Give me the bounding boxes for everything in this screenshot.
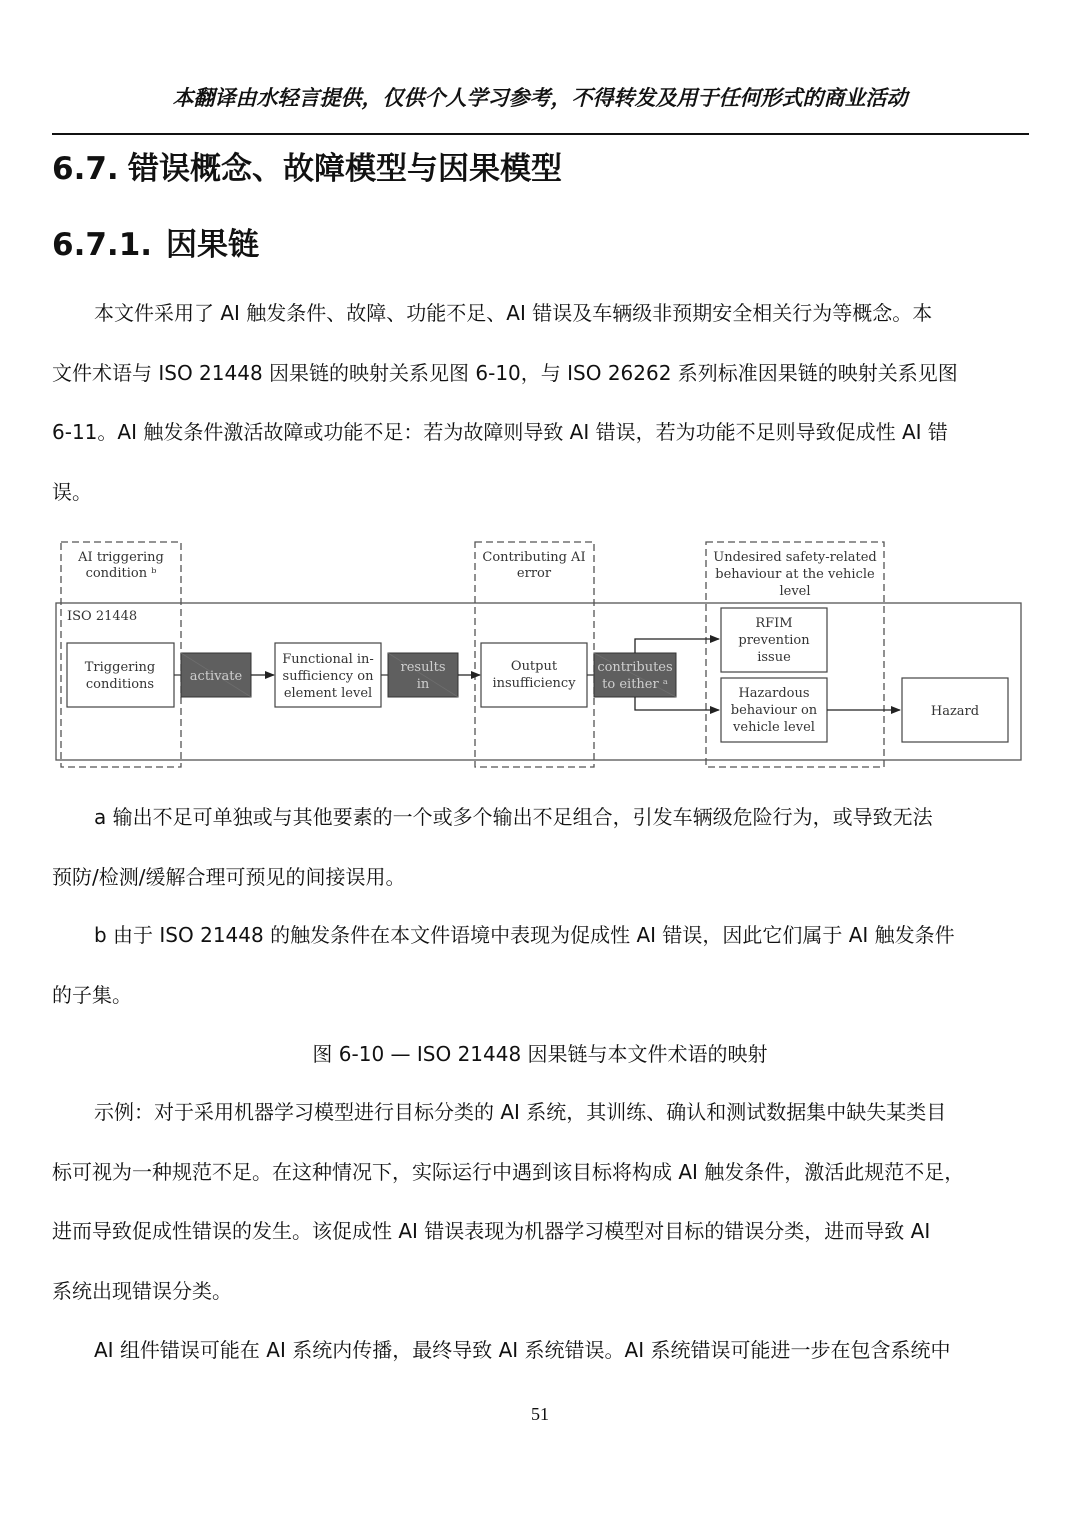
box-text: prevention xyxy=(738,633,810,648)
section-heading xyxy=(52,143,562,188)
text-line: AI 组件错误可能在 AI 系统内传播，最终导致 AI 系统错误。AI 系统错误可能进一步在包含系统中 xyxy=(94,1338,951,1362)
text-line: 系统出现错误分类。 xyxy=(52,1278,232,1303)
section-number: 6.7. xyxy=(52,151,119,187)
header-divider xyxy=(52,133,1029,135)
box-text: Hazard xyxy=(930,704,980,719)
text-line: 预防/检测/缓解合理可预见的间接误用。 xyxy=(52,864,406,889)
box-text: sufficiency on xyxy=(282,669,374,684)
footnote-b xyxy=(52,906,1012,1025)
box-text: issue xyxy=(757,650,791,665)
box-text: behaviour on xyxy=(730,703,818,718)
section-title: 错误概念、故障模型与因果模型 xyxy=(128,151,562,187)
relation-text: contributes xyxy=(597,660,673,675)
box-text: Hazardous xyxy=(738,686,810,701)
figure-caption: 图 6-10 — ISO 21448 因果链与本文件术语的映射 xyxy=(312,1042,768,1066)
footnote-a xyxy=(52,788,1012,907)
text-line: a 输出不足可单独或与其他要素的一个或多个输出不足组合，引发车辆级危险行为，或导致无法 xyxy=(94,805,933,829)
text-line: 的子集。 xyxy=(52,982,132,1007)
box-triggering-conditions xyxy=(67,643,174,707)
text-line: 示例：对于采用机器学习模型进行目标分类的 AI 系统，其训练、确认和测试数据集中缺失某类目 xyxy=(94,1100,947,1124)
box-text: insufficiency xyxy=(492,676,576,691)
group-ai-triggering-label: AI triggering xyxy=(78,550,164,565)
text-line: b 由于 ISO 21448 的触发条件在本文件语境中表现为促成性 AI 错误，因此它们属于 AI 触发条件 xyxy=(94,923,955,947)
box-text: vehicle level xyxy=(733,720,815,735)
box-output-insufficiency xyxy=(481,643,587,707)
subsection-heading xyxy=(52,219,259,264)
group-contributing-error-label: Contributing AI xyxy=(482,550,586,565)
group-undesired-behaviour-label: Undesired safety-related xyxy=(713,550,877,565)
relation-text: in xyxy=(416,677,430,692)
paragraph-propagation xyxy=(52,1321,1012,1381)
text-line: 标可视为一种规范不足。在这种情况下，实际运行中遇到该目标将构成 AI 触发条件，激活此规范不足， xyxy=(52,1159,965,1184)
subsection-title: 因果链 xyxy=(166,227,259,263)
box-text: Output xyxy=(510,659,558,674)
text-line: 6-11。AI 触发条件激活故障或功能不足：若为故障则导致 AI 错误，若为功能不足则导致促成性 AI 错 xyxy=(52,420,948,444)
text-line: 本文件采用了 AI 触发条件、故障、功能不足、AI 错误及车辆级非预期安全相关行为等概念。本 xyxy=(94,301,933,325)
example-paragraph xyxy=(52,1083,1012,1321)
text-line: 文件术语与 ISO 21448 因果链的映射关系见图 6-10，与 ISO 26262 系列标准因果链的映射关系见图 xyxy=(52,360,958,385)
box-text: RFIM xyxy=(755,616,793,631)
relation-text: activate xyxy=(189,669,243,684)
box-text: element level xyxy=(283,686,373,701)
group-contributing-error-label: error xyxy=(516,566,552,581)
relation-text: results xyxy=(400,660,446,675)
group-undesired-behaviour-label: behaviour at the vehicle xyxy=(715,567,875,582)
group-ai-triggering-label: condition ᵇ xyxy=(85,566,157,581)
paragraph-intro xyxy=(52,284,1012,522)
page-number: 51 xyxy=(531,1404,549,1424)
box-text: conditions xyxy=(85,677,155,692)
causal-chain-diagram xyxy=(50,535,1025,775)
header-notice: 本翻译由水轻言提供，仅供个人学习参考，不得转发及用于任何形式的商业活动 xyxy=(172,86,908,110)
text-line: 进而导致促成性错误的发生。该促成性 AI 错误表现为机器学习模型对目标的错误分类，进而导致 AI xyxy=(52,1219,931,1243)
box-text: Functional in- xyxy=(282,652,374,667)
subsection-number: 6.7.1. xyxy=(52,227,153,263)
text-line: 误。 xyxy=(52,479,92,504)
group-undesired-behaviour-label: level xyxy=(779,584,811,599)
box-text: Triggering xyxy=(84,660,156,675)
iso21448-label: ISO 21448 xyxy=(67,609,138,624)
relation-text: to either ᵃ xyxy=(602,677,668,692)
